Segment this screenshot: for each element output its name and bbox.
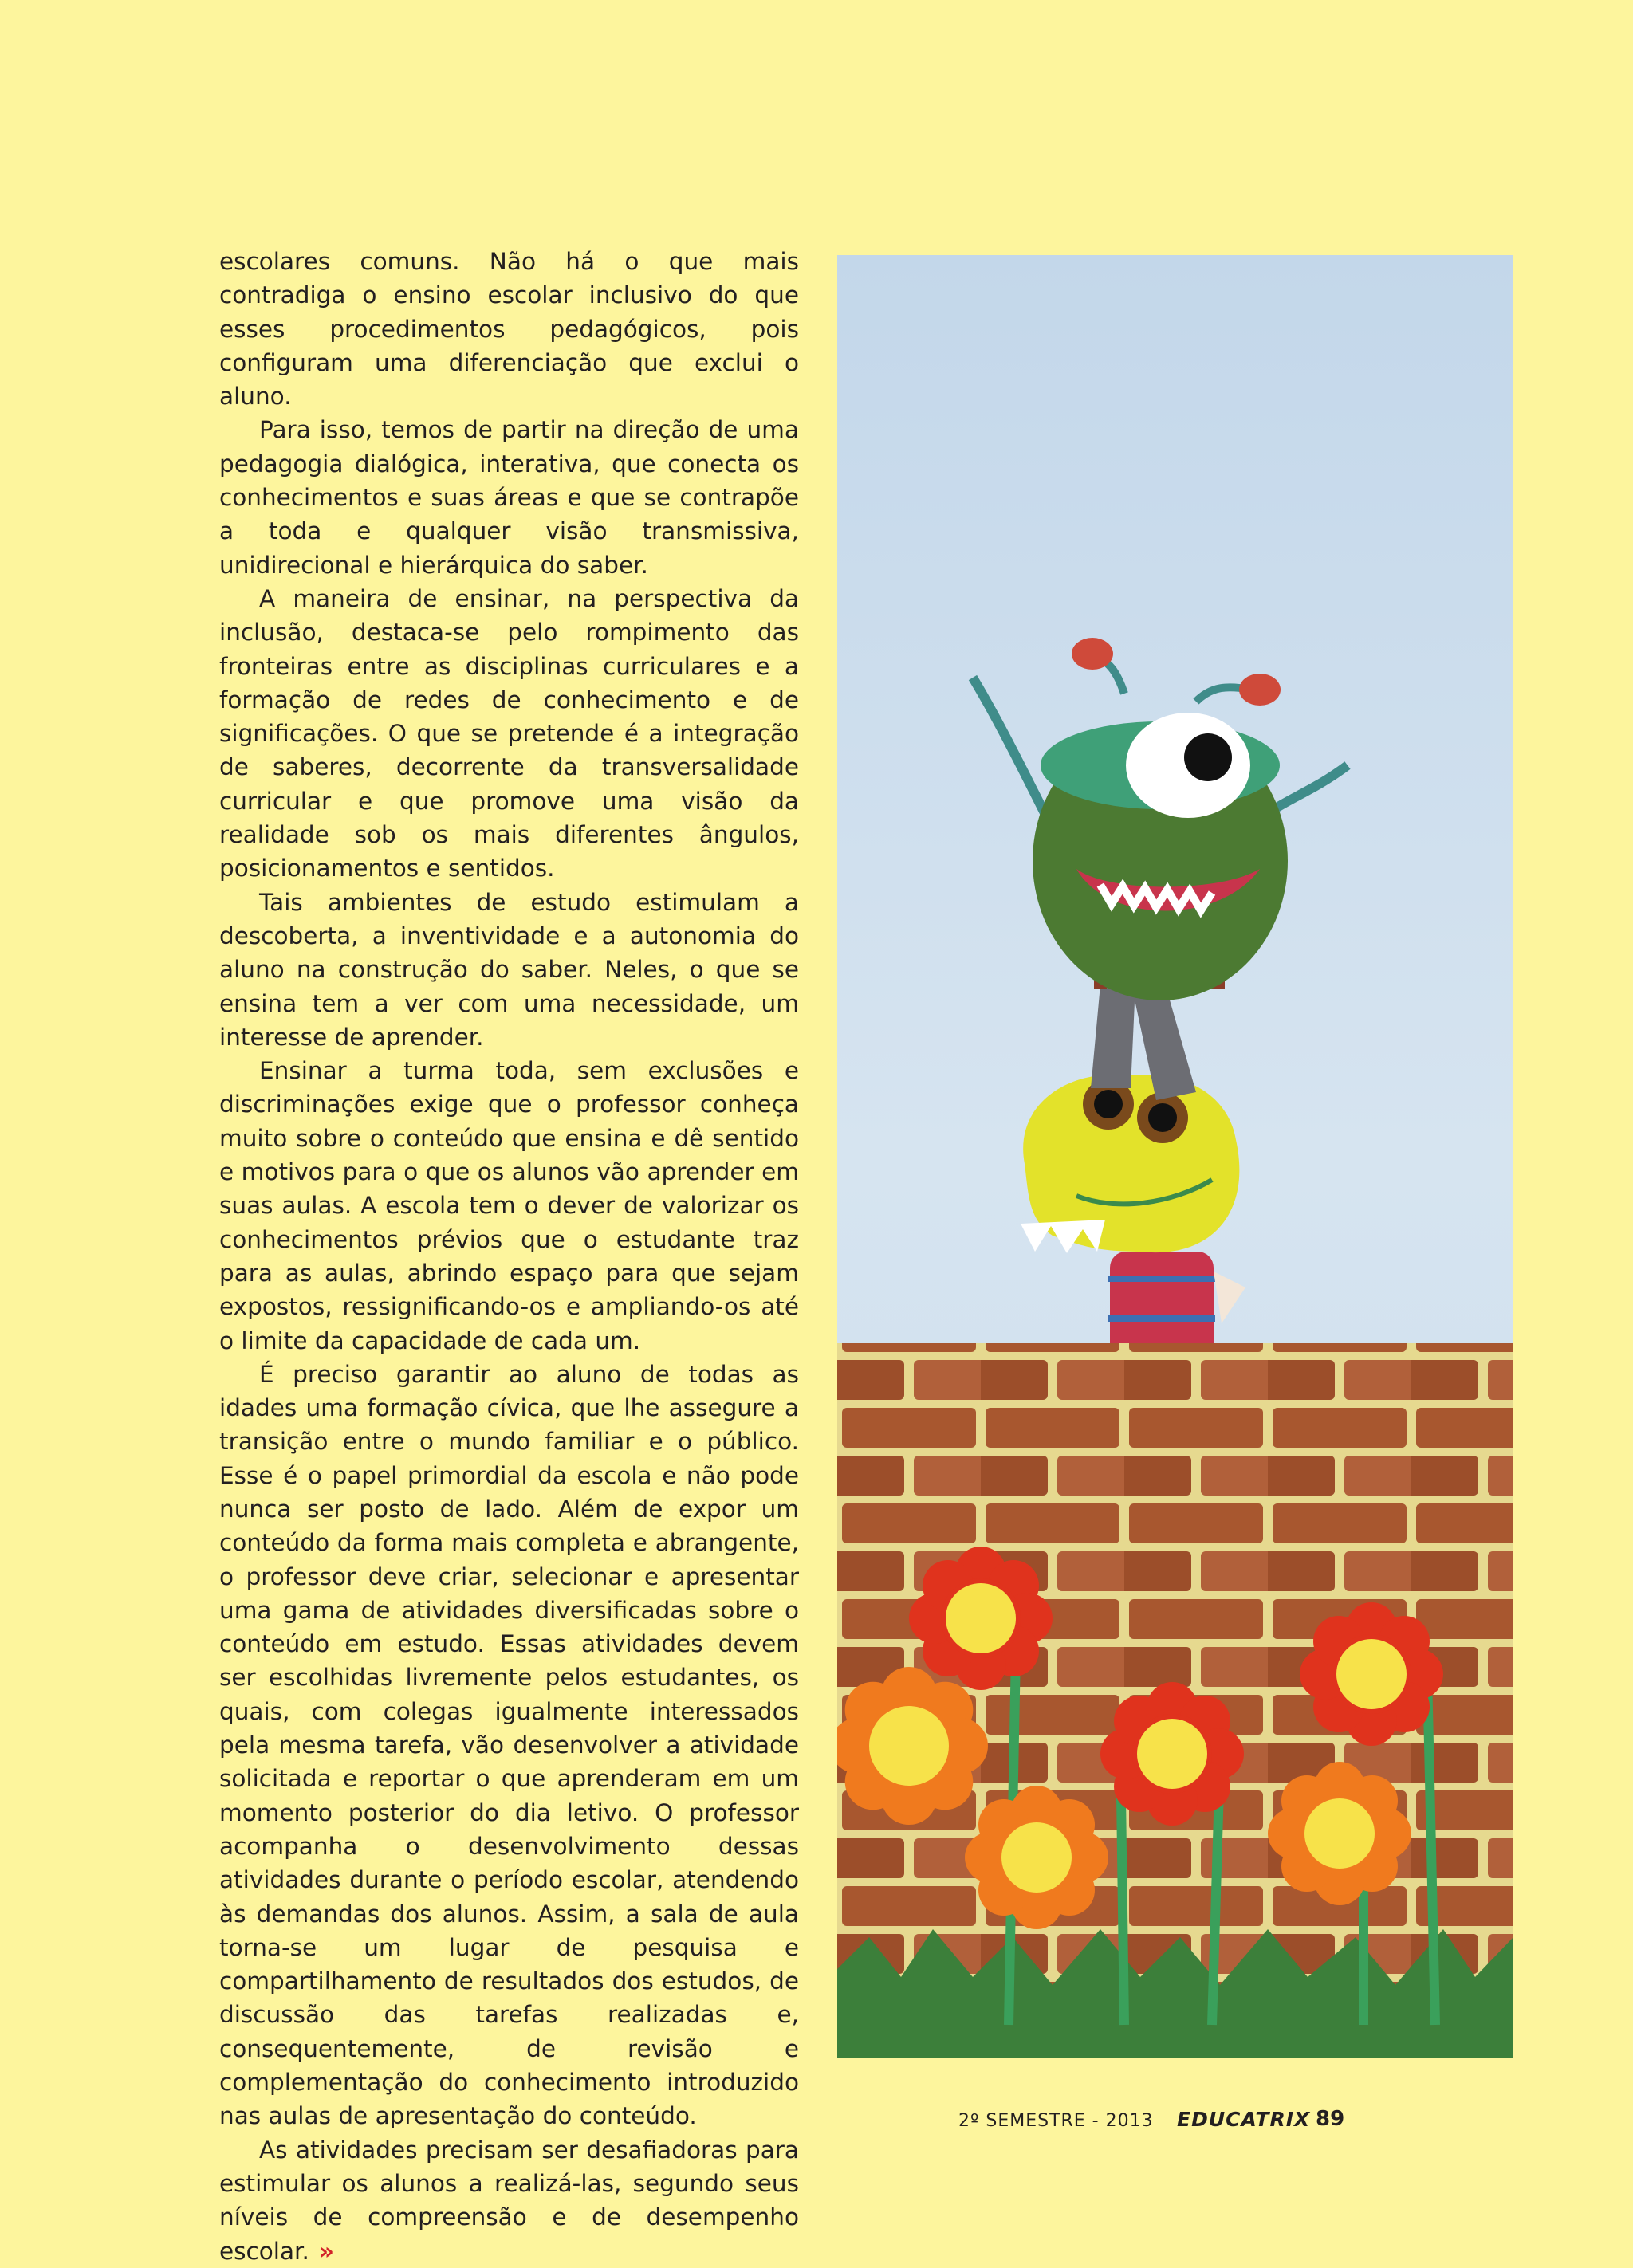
footer-brand-logo: EDUCATRIX (1177, 2108, 1311, 2131)
paragraph-3: A maneira de ensinar, na perspectiva da inclusão, destaca-se pelo rompimento das fronteiras entre as disciplinas curriculares e a formação de redes de conhecimento e de significações. O que se pretende é a integração de saberes, decorrente da transversalidade curricular e que promove uma visão da realidade sob os mais diferentes ângulos, posicionamentos e sentidos. (219, 584, 799, 882)
footer-semester: 2º SEMESTRE - 2013 (958, 2111, 1154, 2131)
page-footer (917, 2105, 1515, 2136)
page-number: 89 (1316, 2107, 1345, 2131)
illustration-svg (837, 255, 1513, 2058)
paragraph-4: Tais ambientes de estudo estimulam a descoberta, a inventividade e a autonomia do aluno na construção do saber. Neles, o que se ensina tem a ver com uma necessidade, um interesse de aprender. (219, 888, 799, 1051)
paragraph-7 (219, 2133, 799, 2268)
article-text-column (219, 245, 799, 2268)
paragraph-1: escolares comuns. Não há o que mais contradiga o ensino escolar inclusivo do que esses procedimentos pedagógicos, pois configuram uma diferenciação que exclui o aluno. (219, 248, 799, 411)
paragraph-7-text: As atividades precisam ser desafiadoras para estimular os alunos a realizá-las, segundo seus níveis de compreensão e de desempenho escolar. (219, 2136, 799, 2265)
felt-monsters-on-brick-wall-illustration (837, 255, 1513, 2058)
paragraph-2: Para isso, temos de partir na direção de uma pedagogia dialógica, interativa, que conecta os conhecimentos e suas áreas e que se contrapõe a toda e qualquer visão transmissiva, unidirecional e hierárquica do saber. (219, 416, 799, 579)
paragraph-6: É preciso garantir ao aluno de todas as idades uma formação cívica, que lhe assegure a transição entre o mundo familiar e o público. Esse é o papel primordial da escola e não pode nunca ser posto de lado. Além de expor um conteúdo da forma mais completa e abrangente, o professor deve criar, selecionar e apresentar uma gama de atividades diversificadas sobre o conteúdo em estudo. Essas atividades devem ser escolhidas livremente pelos estudantes, os quais, com colegas igualmente interessados pela mesma tarefa, vão desenvolver a atividade solicitada e reportar o que aprenderam em um momento posterior do dia letivo. O professor acompanha o desenvolvimento dessas atividades durante o período escolar, atendendo às demandas dos alunos. Assim, a sala de aula torna-se um lugar de pesquisa e compartilhamento de resultados dos estudos, de discussão das tarefas realizadas e, consequentemente, de revisão e complementação do conhecimento introduzido nas aulas de apresentação do conteúdo. (219, 1360, 799, 2130)
paragraph-5: Ensinar a turma toda, sem exclusões e discriminações exige que o professor conheça muito sobre o conteúdo que ensina e dê sentido e motivos para o que os alunos vão aprender em suas aulas. A escola tem o dever de valorizar os conhecimentos prévios que o estudante traz para as aulas, abrindo espaço para que sejam expostos, ressignificando-os e ampliando-os até o limite da capacidade de cada um. (219, 1057, 799, 1354)
article-end-mark: » (318, 2237, 334, 2265)
